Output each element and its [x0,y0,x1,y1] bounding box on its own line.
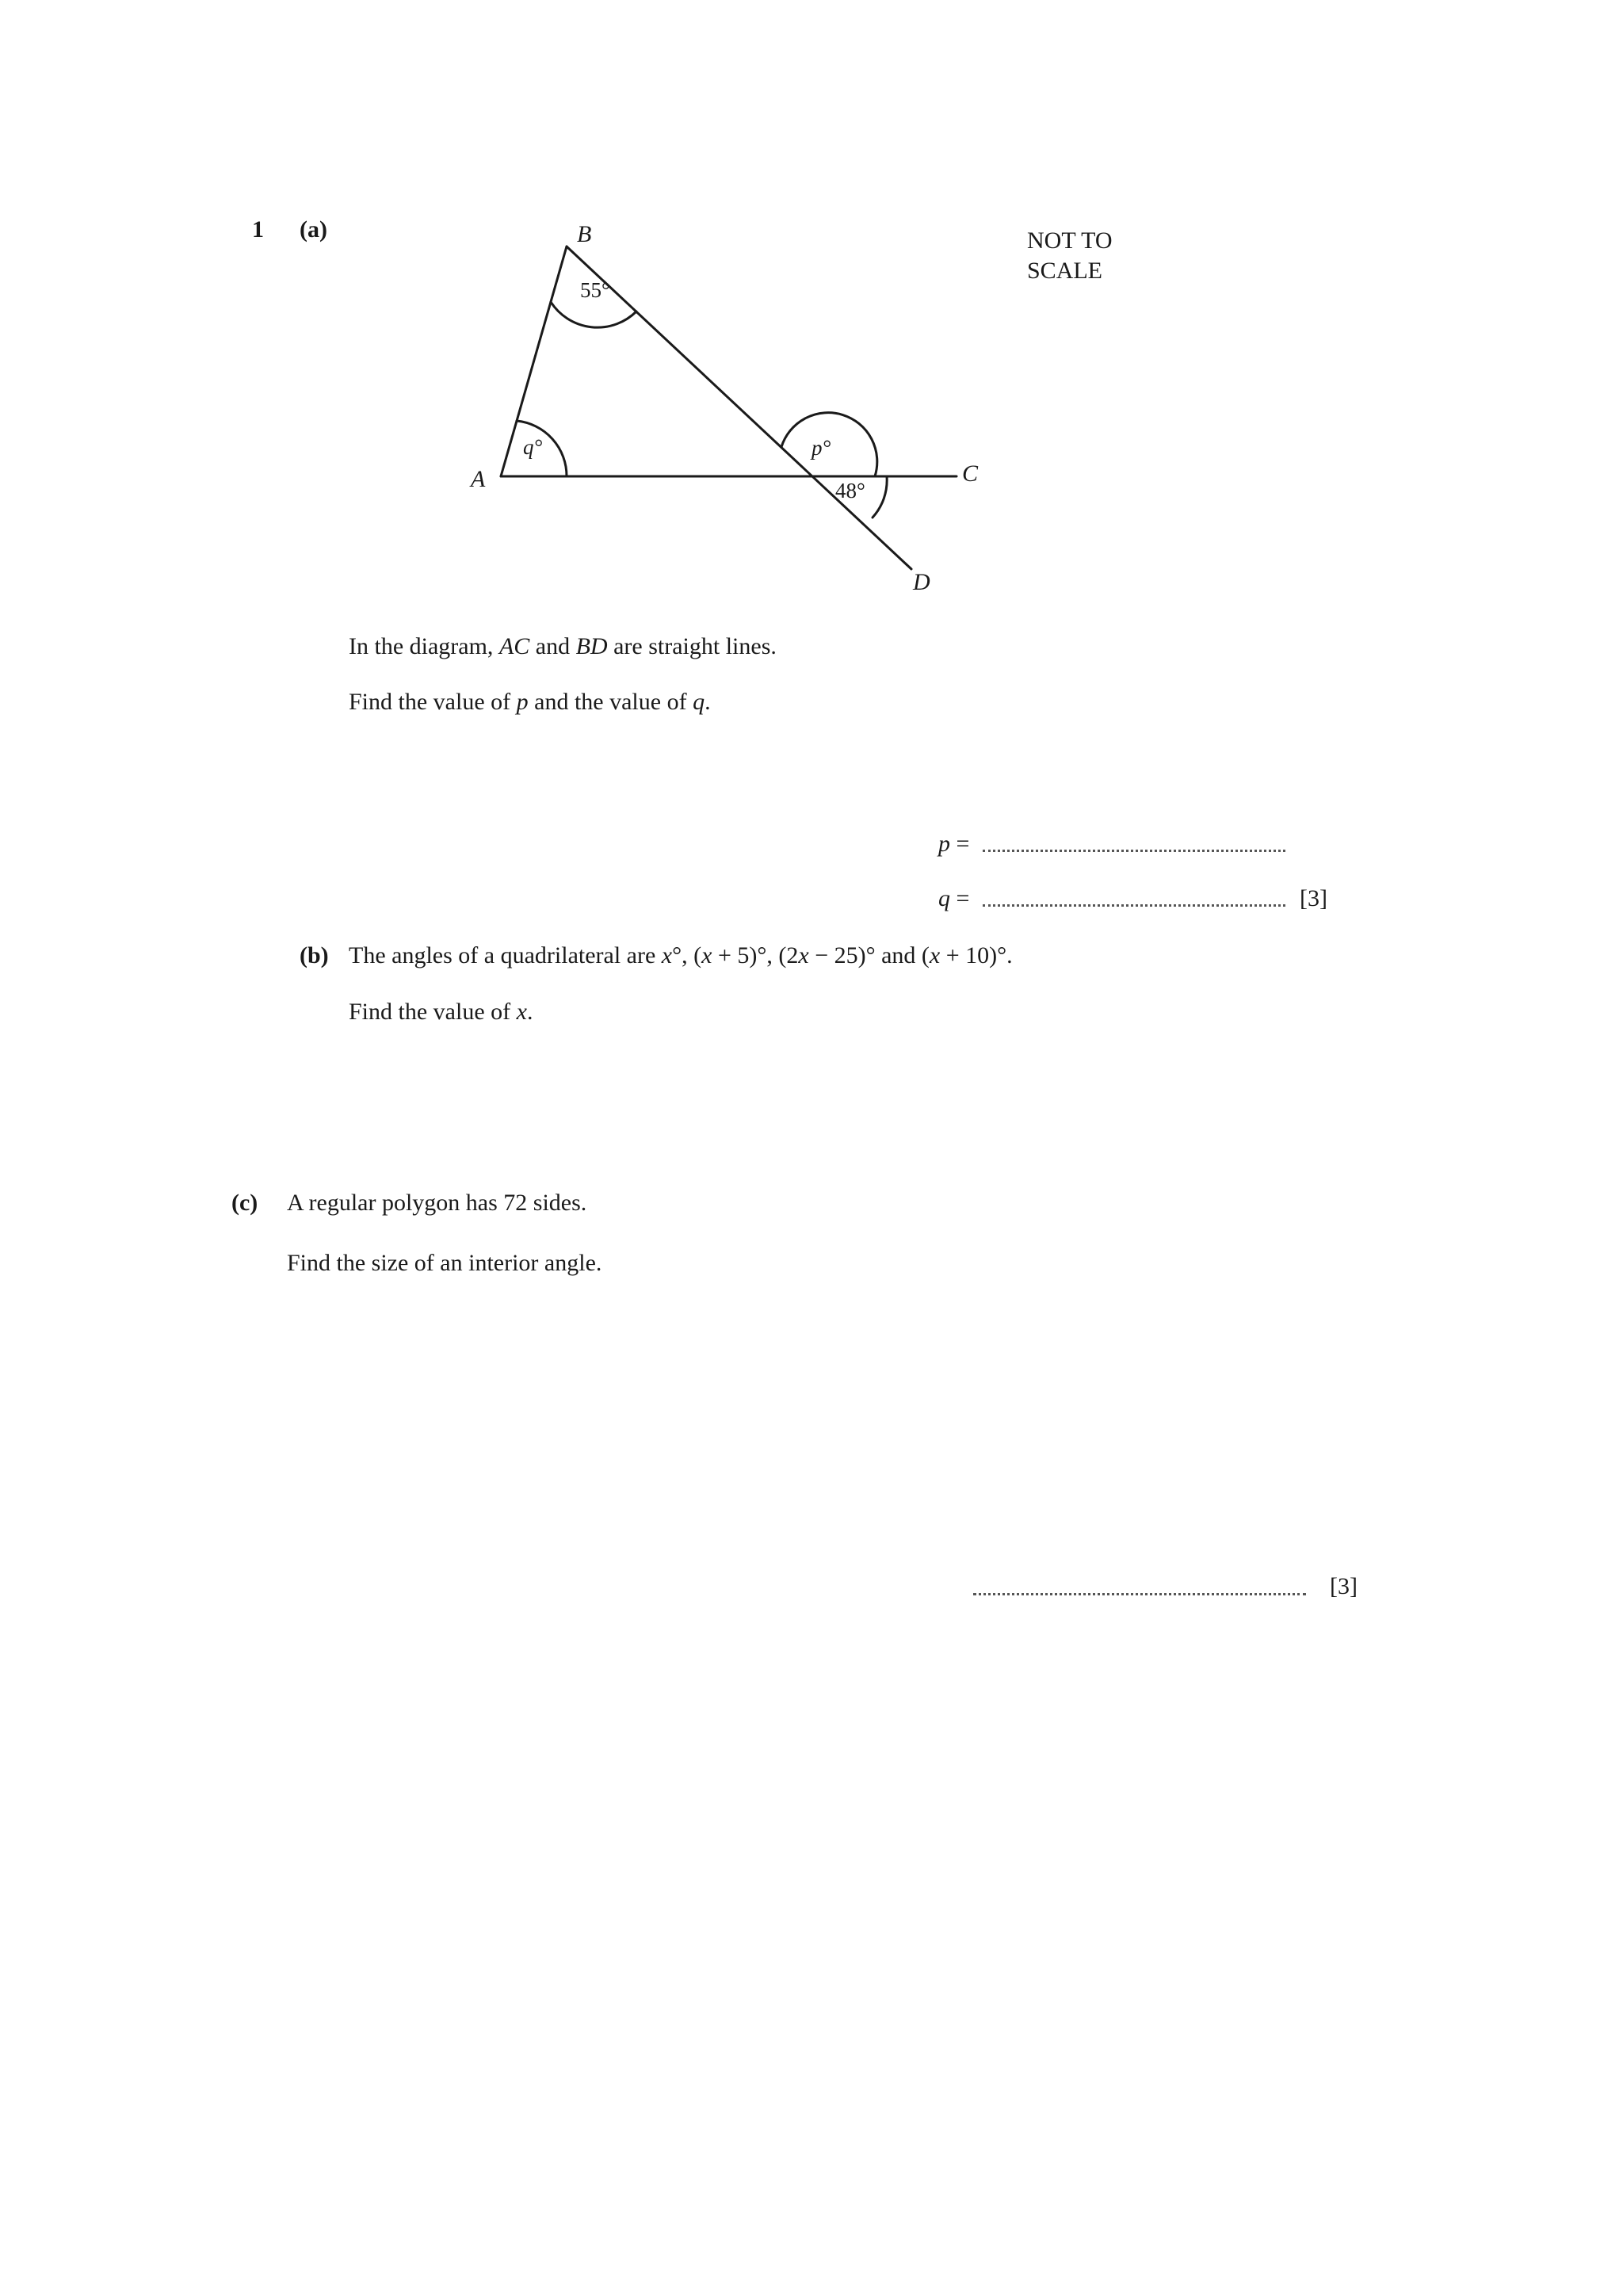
angle-q-label: q° [523,435,543,459]
angle-48-label: 48° [835,479,865,502]
answer-p-label: p = [938,831,970,857]
line-ab [501,246,567,476]
part-b-instruction: Find the value of x. [349,999,533,1025]
part-c-statement: A regular polygon has 72 sides. [287,1190,587,1216]
answer-q-label: q = [938,885,970,911]
part-b-statement: The angles of a quadrilateral are x°, (x + 5)°, (2x − 25)° and (x + 10)°. [349,942,1013,968]
answer-p-line[interactable] [983,850,1285,852]
angle-b-label: 55° [580,278,610,302]
arc-angle-48 [873,476,887,518]
question-number: 1 [252,216,264,243]
point-c-label: C [962,460,979,487]
not-to-scale-line-2: SCALE [1027,258,1103,284]
part-a-marks: [3] [1300,885,1327,911]
part-b-label: (b) [300,942,329,968]
not-to-scale-line-1: NOT TO [1027,227,1113,254]
point-b-label: B [577,221,592,247]
point-d-label: D [913,569,930,595]
arc-angle-a [517,421,567,476]
part-c-instruction: Find the size of an interior angle. [287,1250,602,1276]
angle-p-label: p° [812,436,831,460]
answer-q-line[interactable] [983,904,1285,907]
arc-angle-b [551,302,636,327]
part-a-statement: In the diagram, AC and BD are straight lines. [349,633,777,659]
point-a-label: A [471,466,486,492]
arc-angle-p [781,413,877,476]
part-a-instruction: Find the value of p and the value of q. [349,689,711,715]
part-c-label: (c) [231,1190,258,1216]
line-bd [567,246,911,569]
answer-c-line[interactable] [973,1593,1306,1595]
part-a-label: (a) [300,216,327,243]
part-c-marks: [3] [1330,1573,1358,1599]
